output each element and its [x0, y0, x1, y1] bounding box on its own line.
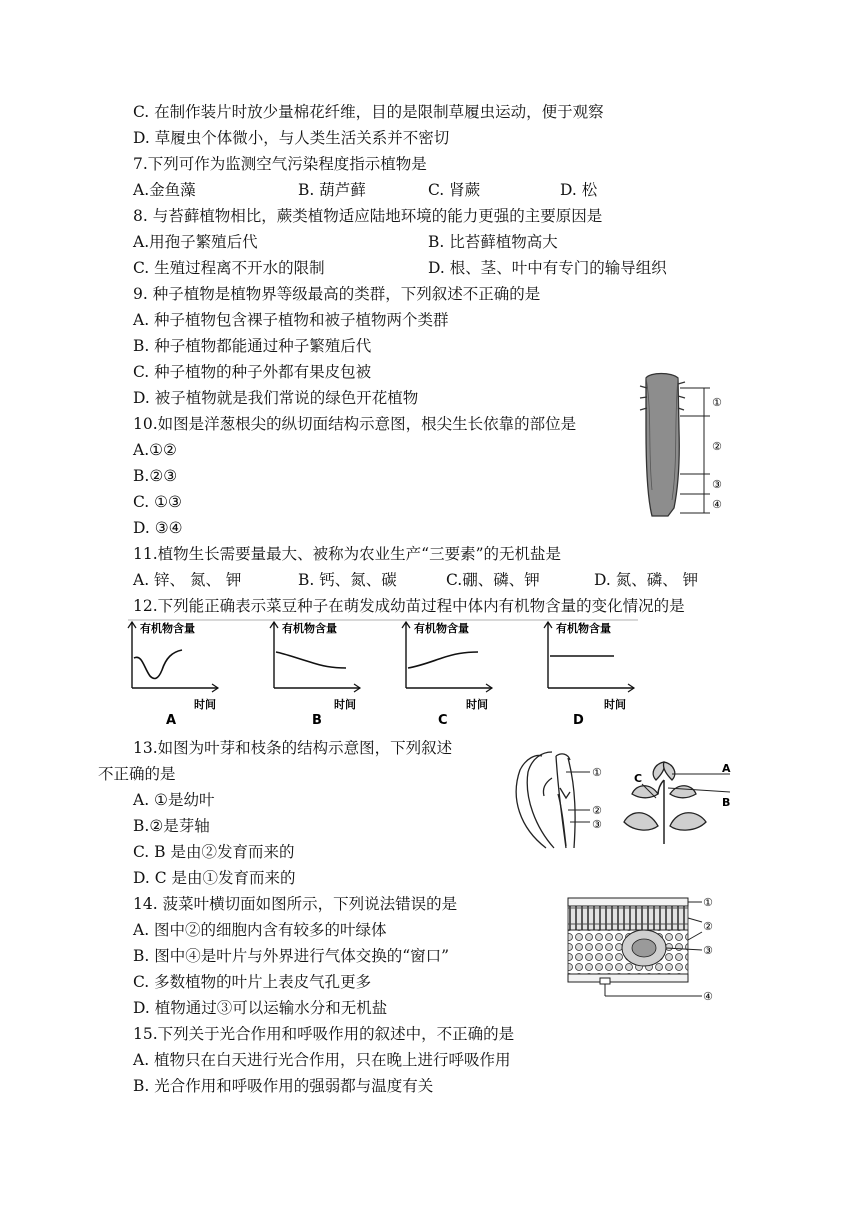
root-label-1: ①: [712, 396, 722, 409]
root-label-2: ②: [712, 440, 722, 453]
q10-option-d: D. ③④: [133, 519, 183, 537]
q11-option-b: B. 钙、氮、碳: [298, 571, 397, 589]
graph-a-xlabel: 时间: [194, 698, 216, 711]
graph-a-ylabel: 有机物含量: [140, 622, 195, 635]
graph-c-letter: C: [438, 713, 448, 728]
q8-option-b: B. 比苔藓植物高大: [428, 233, 558, 251]
leaf-bud-figure: [506, 748, 616, 850]
q9-stem: 9. 种子植物是植物界等级最高的类群，下列叙述不正确的是: [133, 285, 541, 303]
q13-stem: 13.如图为叶芽和枝条的结构示意图，下列叙述: [133, 739, 453, 757]
q13-option-c: C. B 是由②发育而来的: [133, 843, 295, 861]
q15-option-b: B. 光合作用和呼吸作用的强弱都与温度有关: [133, 1077, 434, 1095]
q13-stem-cont: 不正确的是: [98, 765, 176, 783]
root-label-4: ④: [712, 498, 722, 511]
q10-option-a: A.①②: [133, 441, 177, 459]
q8-stem: 8. 与苔藓植物相比，蕨类植物适应陆地环境的能力更强的主要原因是: [133, 207, 603, 225]
graph-a: [128, 621, 218, 728]
graph-c-xlabel: 时间: [466, 698, 488, 711]
q15-stem: 15.下列关于光合作用和呼吸作用的叙述中，不正确的是: [133, 1025, 515, 1043]
bud-label-2: ②: [592, 804, 602, 817]
graph-a-letter: A: [166, 713, 177, 728]
q12-graphs: [118, 618, 648, 730]
branch-label-b: B: [722, 796, 731, 809]
q10-stem: 10.如图是洋葱根尖的纵切面结构示意图，根尖生长依靠的部位是: [133, 415, 577, 433]
q9-option-c: C. 种子植物的种子外都有果皮包被: [133, 363, 372, 381]
q11-option-c: C.硼、磷、钾: [446, 571, 540, 589]
q14-option-c: C. 多数植物的叶片上表皮气孔更多: [133, 973, 372, 991]
q15-option-a: A. 植物只在白天进行光合作用，只在晚上进行呼吸作用: [133, 1051, 511, 1069]
graph-d-ylabel: 有机物含量: [556, 622, 611, 635]
q11-option-d: D. 氮、磷、 钾: [594, 571, 699, 589]
q13-option-d: D. C 是由①发育而来的: [133, 869, 296, 887]
q7-option-b: B. 葫芦藓: [298, 181, 366, 199]
q9-option-d: D. 被子植物就是我们常说的绿色开花植物: [133, 389, 419, 407]
branch-figure: [620, 744, 750, 850]
q6-option-c: C. 在制作装片时放少量棉花纤维，目的是限制草履虫运动，便于观察: [133, 103, 604, 121]
leaf-label-1: ①: [703, 896, 713, 909]
graph-d: [544, 621, 634, 728]
q8-option-a: A.用孢子繁殖后代: [133, 233, 258, 251]
graph-b-ylabel: 有机物含量: [282, 622, 337, 635]
q14-option-b: B. 图中④是叶片与外界进行气体交换的“窗口”: [133, 947, 450, 965]
branch-label-c: C: [634, 772, 643, 785]
q13-option-a: A. ①是幼叶: [133, 791, 215, 809]
q9-option-a: A. 种子植物包含裸子植物和被子植物两个类群: [133, 311, 449, 329]
q7-stem: 7.下列可作为监测空气污染程度指示植物是: [133, 155, 427, 173]
leaf-label-3: ③: [703, 944, 713, 957]
q12-stem: 12.下列能正确表示菜豆种子在萌发成幼苗过程中体内有机物含量的变化情况的是: [133, 597, 685, 615]
q11-stem: 11.植物生长需要量最大、被称为农业生产“三要素”的无机盐是: [133, 545, 562, 563]
q7-option-d: D. 松: [560, 181, 598, 199]
branch-label-a: A: [722, 762, 731, 775]
leaf-label-4: ④: [703, 990, 713, 1003]
graph-c: [402, 621, 492, 728]
graph-b-letter: B: [312, 713, 322, 728]
q13-option-b: B.②是芽轴: [133, 817, 210, 835]
graph-b-xlabel: 时间: [334, 698, 356, 711]
q9-option-b: B. 种子植物都能通过种子繁殖后代: [133, 337, 372, 355]
q14-option-d: D. 植物通过③可以运输水分和无机盐: [133, 999, 388, 1017]
q11-option-a: A. 锌、 氮、 钾: [133, 571, 242, 589]
bud-label-3: ③: [592, 818, 602, 831]
q6-option-d: D. 草履虫个体微小，与人类生活关系并不密切: [133, 129, 450, 147]
root-label-3: ③: [712, 478, 722, 491]
q7-option-c: C. 肾蕨: [428, 181, 481, 199]
graph-d-xlabel: 时间: [604, 698, 626, 711]
root-tip-figure: [638, 370, 728, 522]
bud-label-1: ①: [592, 766, 602, 779]
q14-stem: 14. 菠菜叶横切面如图所示，下列说法错误的是: [133, 895, 458, 913]
q10-option-c: C. ①③: [133, 493, 182, 511]
q10-option-b: B.②③: [133, 467, 178, 485]
q8-option-c: C. 生殖过程离不开水的限制: [133, 259, 325, 277]
graph-b: [270, 621, 360, 728]
leaf-label-2: ②: [703, 920, 713, 933]
q14-option-a: A. 图中②的细胞内含有较多的叶绿体: [133, 921, 387, 939]
q8-option-d: D. 根、茎、叶中有专门的输导组织: [428, 259, 667, 277]
graph-d-letter: D: [573, 713, 584, 728]
leaf-cross-section-figure: [564, 892, 724, 1004]
q7-option-a: A.金鱼藻: [133, 181, 196, 199]
graph-c-ylabel: 有机物含量: [414, 622, 469, 635]
